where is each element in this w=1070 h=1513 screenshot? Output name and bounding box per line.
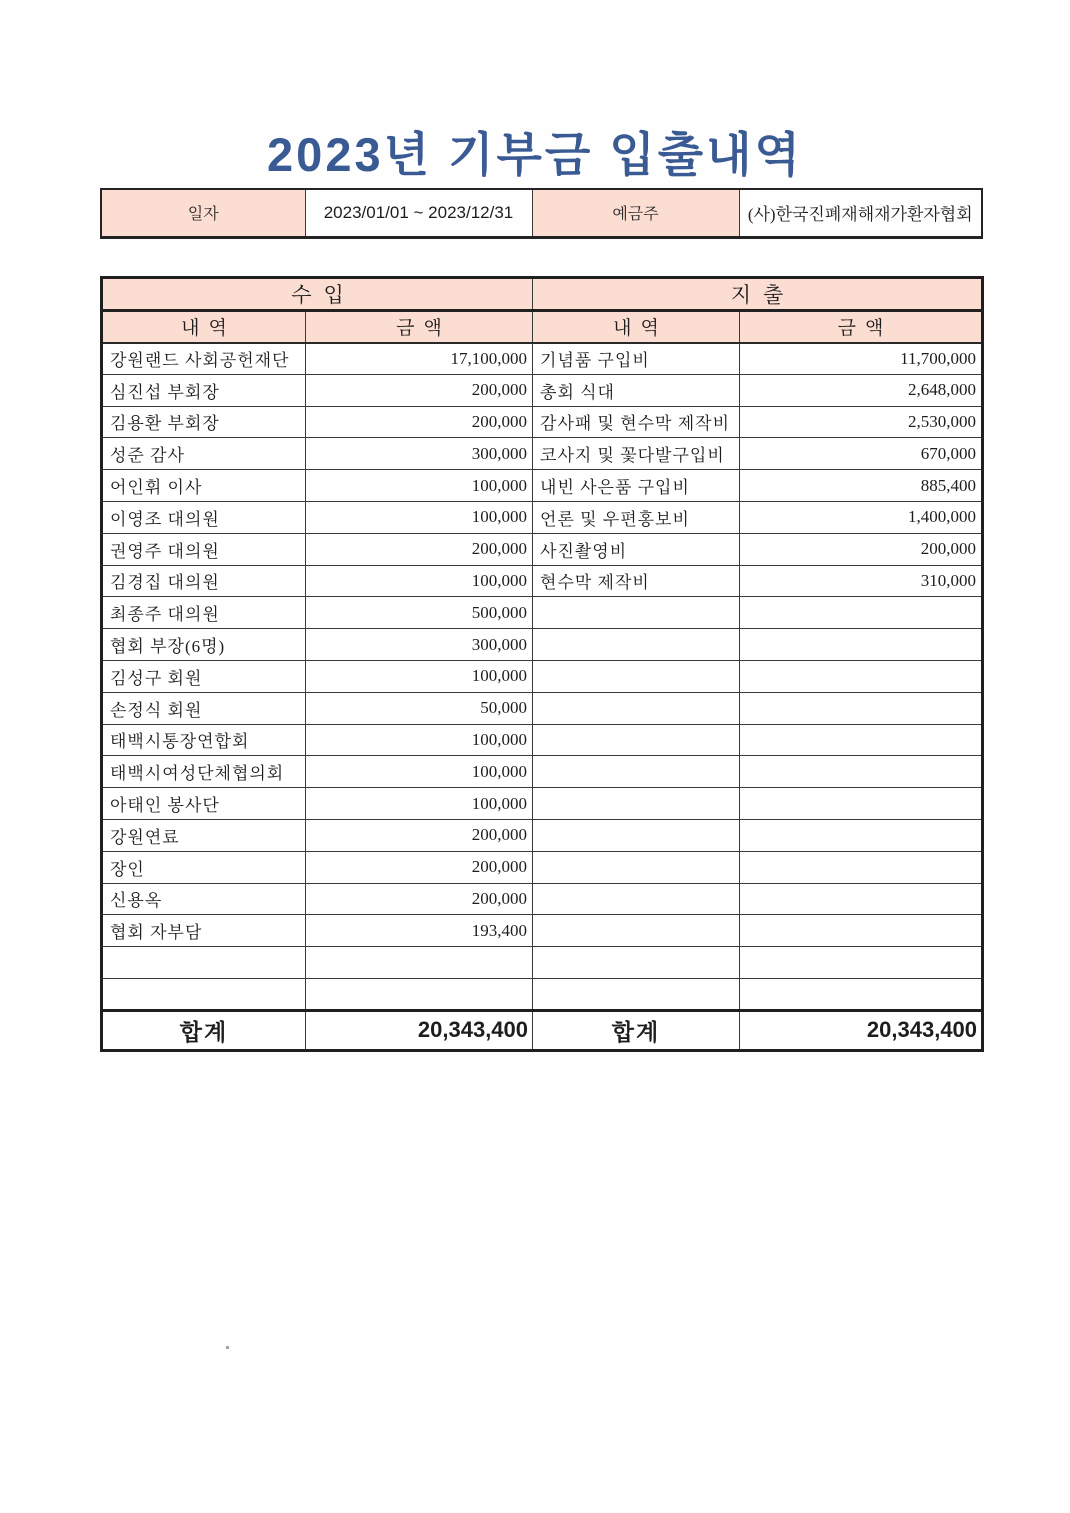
income-name-cell: 손정식 회원 xyxy=(102,692,306,724)
section-header-row xyxy=(102,278,983,311)
expense-name-cell xyxy=(533,597,740,629)
expense-amount-cell xyxy=(740,660,983,692)
expense-name-cell: 현수막 제작비 xyxy=(533,565,740,597)
expense-amount-cell: 2,648,000 xyxy=(740,374,983,406)
expense-name-cell: 기념품 구입비 xyxy=(533,343,740,375)
income-amount-column-header: 금액 xyxy=(306,311,533,343)
table-row xyxy=(102,692,983,724)
income-name-cell: 태백시통장연합회 xyxy=(102,724,306,756)
income-name-cell: 강원랜드 사회공헌재단 xyxy=(102,343,306,375)
expense-amount-cell xyxy=(740,947,983,979)
income-name-cell xyxy=(102,978,306,1010)
scan-artifact-dot xyxy=(226,1346,229,1349)
table-row xyxy=(102,978,983,1010)
expense-amount-cell xyxy=(740,788,983,820)
expense-amount-cell: 670,000 xyxy=(740,438,983,470)
expense-name-cell xyxy=(533,660,740,692)
expense-amount-cell xyxy=(740,915,983,947)
table-row xyxy=(102,629,983,661)
table-row xyxy=(102,947,983,979)
column-header-row xyxy=(102,311,983,343)
expense-amount-cell xyxy=(740,978,983,1010)
table-row xyxy=(102,406,983,438)
expense-amount-cell: 1,400,000 xyxy=(740,501,983,533)
account-holder-label: 예금주 xyxy=(532,189,739,237)
expense-name-cell: 코사지 및 꽃다발구입비 xyxy=(533,438,740,470)
expense-amount-cell: 310,000 xyxy=(740,565,983,597)
table-row xyxy=(102,374,983,406)
expense-name-cell xyxy=(533,629,740,661)
expense-name-cell xyxy=(533,915,740,947)
table-row xyxy=(102,343,983,375)
income-amount-cell: 17,100,000 xyxy=(306,343,533,375)
expense-amount-cell xyxy=(740,597,983,629)
income-amount-cell: 100,000 xyxy=(306,724,533,756)
income-name-cell: 김용환 부회장 xyxy=(102,406,306,438)
expense-section-header: 지출 xyxy=(533,278,983,311)
total-row xyxy=(102,1010,983,1050)
expense-name-cell xyxy=(533,692,740,724)
expense-name-cell: 감사패 및 현수막 제작비 xyxy=(533,406,740,438)
donation-table xyxy=(100,276,984,1052)
info-table xyxy=(100,188,983,239)
income-amount-cell xyxy=(306,978,533,1010)
expense-amount-cell: 11,700,000 xyxy=(740,343,983,375)
account-holder-value: (사)한국진폐재해재가환자협회 xyxy=(739,189,982,237)
income-name-cell: 권영주 대의원 xyxy=(102,533,306,565)
income-name-cell: 협회 자부담 xyxy=(102,915,306,947)
expense-amount-cell: 885,400 xyxy=(740,470,983,502)
income-total-amount: 20,343,400 xyxy=(306,1010,533,1050)
income-name-cell: 김경집 대의원 xyxy=(102,565,306,597)
donation-table-body xyxy=(102,343,983,1011)
expense-name-cell: 내빈 사은품 구입비 xyxy=(533,470,740,502)
table-row xyxy=(102,724,983,756)
income-name-cell: 장인 xyxy=(102,851,306,883)
income-amount-cell: 300,000 xyxy=(306,438,533,470)
expense-name-cell xyxy=(533,947,740,979)
income-amount-cell xyxy=(306,947,533,979)
expense-name-cell: 사진촬영비 xyxy=(533,533,740,565)
income-amount-cell: 300,000 xyxy=(306,629,533,661)
table-row xyxy=(102,915,983,947)
income-amount-cell: 100,000 xyxy=(306,660,533,692)
income-name-cell: 아태인 봉사단 xyxy=(102,788,306,820)
expense-name-cell xyxy=(533,851,740,883)
date-label: 일자 xyxy=(101,189,305,237)
date-value: 2023/01/01 ~ 2023/12/31 xyxy=(305,189,532,237)
expense-name-cell xyxy=(533,978,740,1010)
expense-amount-cell xyxy=(740,756,983,788)
expense-name-cell xyxy=(533,819,740,851)
expense-name-cell xyxy=(533,883,740,915)
expense-amount-cell xyxy=(740,692,983,724)
expense-name-cell: 총회 식대 xyxy=(533,374,740,406)
table-row xyxy=(102,470,983,502)
table-row xyxy=(102,501,983,533)
income-name-cell: 어인휘 이사 xyxy=(102,470,306,502)
income-name-cell: 신용옥 xyxy=(102,883,306,915)
income-amount-cell: 200,000 xyxy=(306,883,533,915)
table-row xyxy=(102,788,983,820)
income-amount-cell: 100,000 xyxy=(306,788,533,820)
expense-detail-column-header: 내역 xyxy=(533,311,740,343)
table-row xyxy=(102,819,983,851)
expense-amount-cell xyxy=(740,851,983,883)
document-title: 2023년 기부금 입출내역 xyxy=(267,128,803,181)
income-amount-cell: 200,000 xyxy=(306,374,533,406)
table-row xyxy=(102,851,983,883)
expense-name-cell xyxy=(533,724,740,756)
income-name-cell xyxy=(102,947,306,979)
income-amount-cell: 100,000 xyxy=(306,565,533,597)
income-name-cell: 성준 감사 xyxy=(102,438,306,470)
income-amount-cell: 200,000 xyxy=(306,406,533,438)
income-amount-cell: 200,000 xyxy=(306,819,533,851)
table-row xyxy=(102,533,983,565)
income-name-cell: 김성구 회원 xyxy=(102,660,306,692)
table-row xyxy=(102,565,983,597)
income-amount-cell: 200,000 xyxy=(306,533,533,565)
income-name-cell: 협회 부장(6명) xyxy=(102,629,306,661)
income-name-cell: 태백시여성단체협의회 xyxy=(102,756,306,788)
expense-name-cell: 언론 및 우편홍보비 xyxy=(533,501,740,533)
income-name-cell: 이영조 대의원 xyxy=(102,501,306,533)
income-amount-cell: 50,000 xyxy=(306,692,533,724)
income-amount-cell: 100,000 xyxy=(306,470,533,502)
income-amount-cell: 100,000 xyxy=(306,501,533,533)
table-row xyxy=(102,660,983,692)
income-amount-cell: 100,000 xyxy=(306,756,533,788)
expense-amount-cell xyxy=(740,724,983,756)
expense-total-label: 합계 xyxy=(533,1010,740,1050)
income-amount-cell: 500,000 xyxy=(306,597,533,629)
expense-amount-column-header: 금액 xyxy=(740,311,983,343)
income-total-label: 합계 xyxy=(102,1010,306,1050)
table-row xyxy=(102,883,983,915)
expense-amount-cell: 2,530,000 xyxy=(740,406,983,438)
table-row xyxy=(102,597,983,629)
income-name-cell: 강원연료 xyxy=(102,819,306,851)
income-amount-cell: 193,400 xyxy=(306,915,533,947)
income-name-cell: 최종주 대의원 xyxy=(102,597,306,629)
income-amount-cell: 200,000 xyxy=(306,851,533,883)
income-name-cell: 심진섭 부회장 xyxy=(102,374,306,406)
expense-total-amount: 20,343,400 xyxy=(740,1010,983,1050)
expense-amount-cell: 200,000 xyxy=(740,533,983,565)
expense-amount-cell xyxy=(740,883,983,915)
expense-amount-cell xyxy=(740,629,983,661)
expense-name-cell xyxy=(533,788,740,820)
expense-amount-cell xyxy=(740,819,983,851)
info-row xyxy=(101,189,982,237)
table-row xyxy=(102,438,983,470)
table-row xyxy=(102,756,983,788)
income-section-header: 수입 xyxy=(102,278,533,311)
expense-name-cell xyxy=(533,756,740,788)
income-detail-column-header: 내역 xyxy=(102,311,306,343)
